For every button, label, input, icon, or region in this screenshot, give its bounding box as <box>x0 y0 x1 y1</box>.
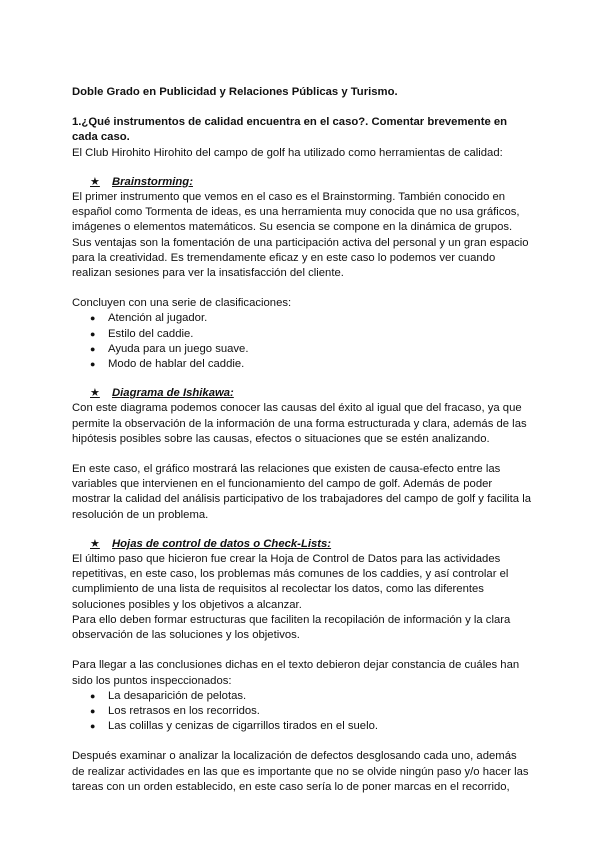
section-heading-brainstorming <box>72 175 532 190</box>
intro-paragraph: El Club Hirohito Hirohito del campo de golf ha utilizado como herramientas de calidad: <box>72 146 503 159</box>
closing-paragraph: Después examinar o analizar la localización de defectos desglosando cada uno, además de realizar actividades en las que es importante que no se olvide ningún paso y/o hacer las tareas con un orden establecido, en este caso sería lo de poner marcas en el recorrido, <box>72 750 529 793</box>
brainstorming-paragraph: El primer instrumento que vemos en el caso es el Brainstorming. También conocido en español como Tormenta de ideas, es una herramienta muy conocida que no usa gráficos, imágenes o elementos matemáticos. Su esencia se compone en la dinámica de grupos. Sus ventajas son la fomentación de una participación activa del personal y un gran espacio para la creatividad. Es tremendamente eficaz y en este caso lo podemos ver cuando realizan sesiones para ver la insatisfacción del cliente. <box>72 191 529 280</box>
ishikawa-paragraph-1: Con este diagrama podemos conocer las causas del éxito al igual que del fracaso, ya que permite la observación de la información de una forma estructurada y clara, además de las hipótesis posibles sobre las causas, efectos o situaciones que se estén analizando. <box>72 402 527 445</box>
checklist-paragraph-2: Para ello deben formar estructuras que faciliten la recopilación de información y la clara observación de las soluciones y los objetivos. <box>72 613 511 642</box>
inspected-points-list <box>72 689 532 735</box>
list-item: ● Ayuda para un juego suave. <box>72 342 532 357</box>
ishikawa-paragraph-2: En este caso, el gráfico mostrará las relaciones que existen de causa-efecto entre las variables que intervienen en el funcionamiento del campo de golf. Además de poder mostrar la calidad del análisis participativo de los trabajadores del campo de golf y facilita la resolución de un problema. <box>72 463 532 521</box>
list-item: ● Atención al jugador. <box>72 311 532 326</box>
list-item: ● La desaparición de pelotas. <box>72 689 532 704</box>
checklist-paragraph-3: Para llegar a las conclusiones dichas en el texto debieron dejar constancia de cuáles han sido los puntos inspeccionados: <box>72 659 520 687</box>
checklist-paragraph-1: El último paso que hicieron fue crear la Hoja de Control de Datos para las actividades repetitivas, en este caso, los problemas más comunes de los caddies, y así controlar el cumplimiento de una lista de requisitos al recolectar los datos, como las diferentes soluciones posibles y los objetivos a alcanzar. <box>72 553 509 611</box>
section-heading-text: Brainstorming: <box>112 175 193 188</box>
classification-list <box>72 311 532 372</box>
bullet-dot-icon: ● <box>90 343 96 354</box>
list-item: ● Modo de hablar del caddie. <box>72 357 532 372</box>
section-heading-ishikawa <box>72 386 532 401</box>
bullet-dot-icon: ● <box>90 313 96 324</box>
bullet-dot-icon: ● <box>90 705 96 716</box>
bullet-dot-icon: ● <box>90 721 96 732</box>
section-heading-checklists <box>72 537 532 552</box>
list-item: ● Las colillas y cenizas de cigarrillos tirados en el suelo. <box>72 719 532 734</box>
section-heading-text: Diagrama de Ishikawa: <box>112 387 234 400</box>
document-body <box>72 85 532 795</box>
question-heading: 1.¿Qué instrumentos de calidad encuentra en el caso?. Comentar brevemente en cada caso. <box>72 116 508 144</box>
classification-intro: Concluyen con una serie de clasificaciones: <box>72 297 292 310</box>
star-bullet-icon: ★ <box>90 387 100 400</box>
bullet-dot-icon: ● <box>90 328 96 339</box>
list-item: ● Estilo del caddie. <box>72 327 532 342</box>
list-item: ● Los retrasos en los recorridos. <box>72 704 532 719</box>
star-bullet-icon: ★ <box>90 175 100 188</box>
star-bullet-icon: ★ <box>90 537 100 550</box>
bullet-dot-icon: ● <box>90 690 96 701</box>
section-heading-text: Hojas de control de datos o Check-Lists: <box>112 537 332 550</box>
bullet-dot-icon: ● <box>90 359 96 370</box>
document-title: Doble Grado en Publicidad y Relaciones Públicas y Turismo. <box>72 86 398 98</box>
